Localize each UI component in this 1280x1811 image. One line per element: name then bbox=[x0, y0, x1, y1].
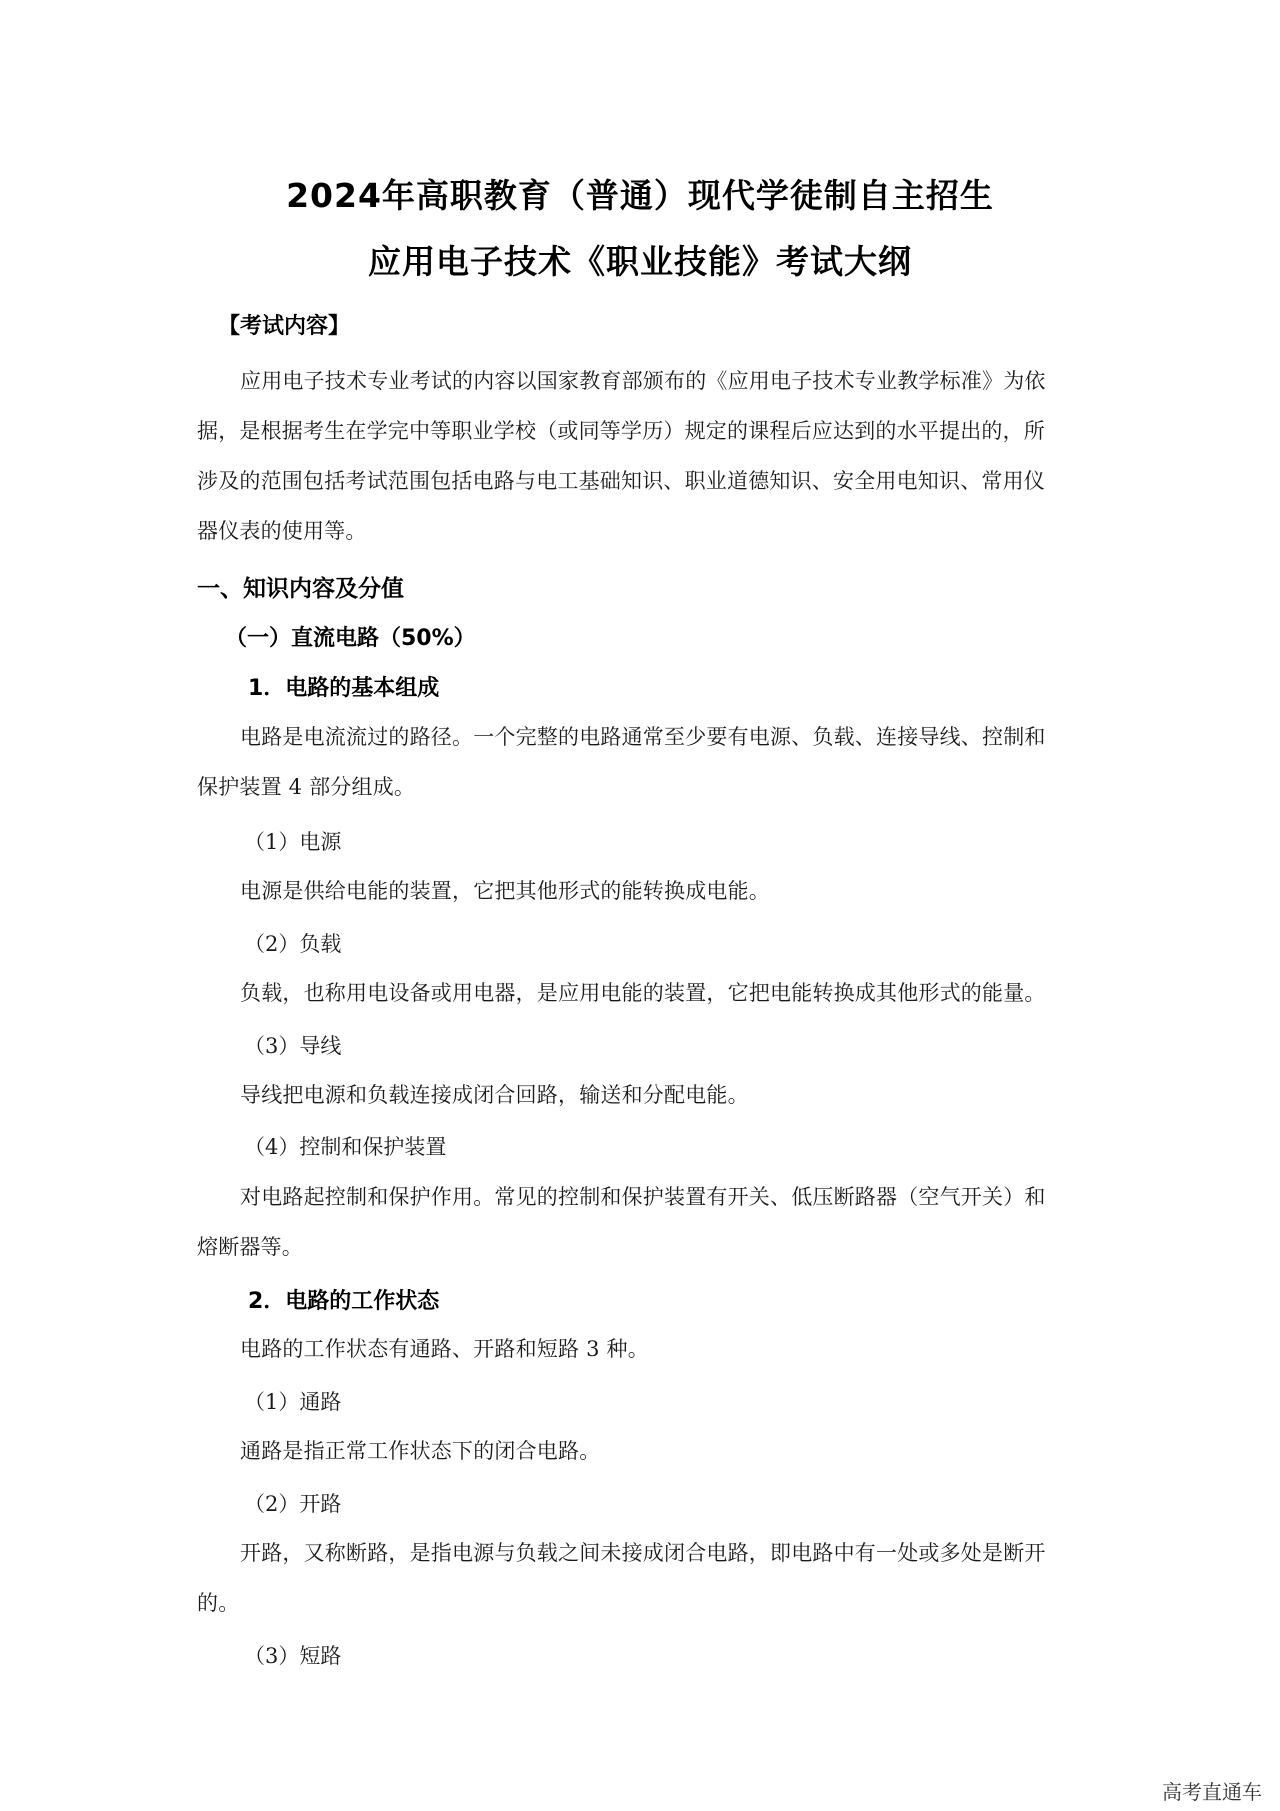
control-line-1: 对电路起控制和保护作用。常见的控制和保护装置有开关、低压断路器（空气开关）和 bbox=[240, 1185, 1046, 1209]
open-circuit-line-1: 开路，又称断路，是指电源与负载之间未接成闭合电路，即电路中有一处或多处是断开 bbox=[240, 1541, 1046, 1565]
power-text: 电源是供给电能的装置，它把其他形式的能转换成电能。 bbox=[240, 879, 770, 903]
heading-working-states: 2．电路的工作状态 bbox=[248, 1289, 440, 1314]
control-line-2: 熔断器等。 bbox=[197, 1235, 303, 1259]
open-circuit-line-2: 的。 bbox=[197, 1591, 240, 1615]
load-text: 负载，也称用电设备或用电器，是应用电能的装置，它把电能转换成其他形式的能量。 bbox=[240, 981, 1046, 1005]
intro-line-2: 据，是根据考生在学完中等职业学校（或同等学历）规定的课程后应达到的水平提出的，所 bbox=[197, 419, 1045, 443]
heading-circuit-composition: 1．电路的基本组成 bbox=[248, 676, 440, 701]
watermark-text: 高考直通车 bbox=[1162, 1780, 1262, 1804]
power-label: （1）电源 bbox=[244, 830, 342, 854]
intro-line-3: 涉及的范围包括考试范围包括电路与电工基础知识、职业道德知识、安全用电知识、常用仪 bbox=[197, 469, 1045, 493]
composition-line-1: 电路是电流流过的路径。一个完整的电路通常至少要有电源、负载、连接导线、控制和 bbox=[240, 725, 1046, 749]
working-states-text: 电路的工作状态有通路、开路和短路 3 种。 bbox=[240, 1337, 649, 1361]
heading-knowledge-content: 一、知识内容及分值 bbox=[197, 576, 404, 602]
section-exam-content: 【考试内容】 bbox=[218, 314, 351, 339]
closed-circuit-text: 通路是指正常工作状态下的闭合电路。 bbox=[240, 1439, 601, 1463]
heading-dc-circuit: （一）直流电路（50%） bbox=[225, 626, 476, 651]
composition-line-2: 保护装置 4 部分组成。 bbox=[197, 775, 416, 799]
page-title-line1: 2024年高职教育（普通）现代学徒制自主招生 bbox=[286, 176, 994, 215]
open-circuit-label: （2）开路 bbox=[244, 1492, 342, 1516]
wire-label: （3）导线 bbox=[244, 1034, 342, 1058]
wire-text: 导线把电源和负载连接成闭合回路，输送和分配电能。 bbox=[240, 1083, 749, 1107]
load-label: （2）负载 bbox=[244, 932, 342, 956]
short-circuit-label: （3）短路 bbox=[244, 1644, 342, 1668]
intro-line-4: 器仪表的使用等。 bbox=[197, 519, 367, 543]
page-title-line2: 应用电子技术《职业技能》考试大纲 bbox=[368, 242, 912, 281]
closed-circuit-label: （1）通路 bbox=[244, 1390, 342, 1414]
intro-line-1: 应用电子技术专业考试的内容以国家教育部颁布的《应用电子技术专业教学标准》为依 bbox=[240, 369, 1046, 393]
control-label: （4）控制和保护装置 bbox=[244, 1135, 447, 1159]
